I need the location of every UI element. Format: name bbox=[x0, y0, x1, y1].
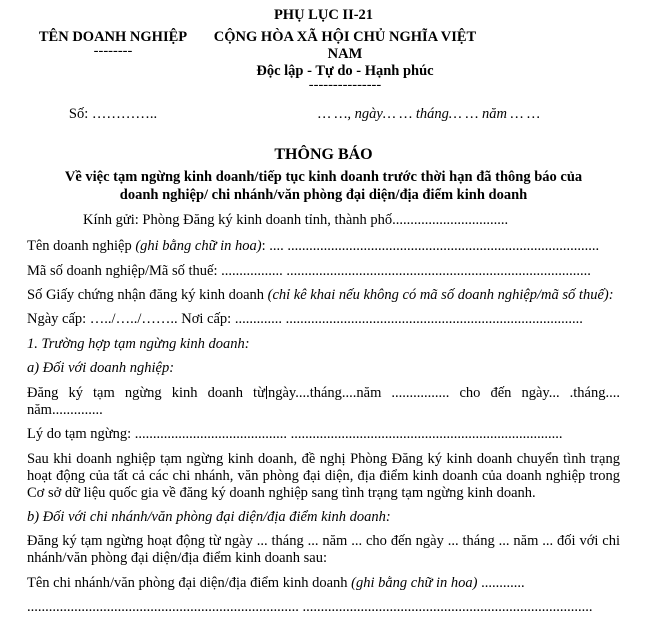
tax-code-label: Mã số doanh nghiệp/Mã số thuế: bbox=[27, 262, 222, 279]
reason-line bbox=[27, 426, 620, 443]
doc-number-field[interactable]: Số: ………….. bbox=[68, 105, 158, 122]
company-name-fill[interactable]: : .... ...................................................................................... bbox=[261, 238, 600, 255]
section-1-heading: 1. Trường hợp tạm ngừng kinh doanh: bbox=[27, 335, 250, 352]
text-cursor bbox=[266, 386, 267, 399]
recipient-label: Kính gửi: Phòng Đăng ký kinh doanh tỉnh, thành phố bbox=[83, 212, 393, 229]
branch-suspend-line[interactable]: Đăng ký tạm ngừng hoạt động từ ngày ... tháng ... năm ... cho đến ngày ... tháng ... năm ... đối với chi nhánh/văn phòng đại diện/địa điểm kinh doanh sau: bbox=[27, 533, 620, 567]
branch-name-label: Tên chi nhánh/văn phòng đại diện/địa điểm kinh doanh bbox=[27, 574, 352, 591]
branch-name-fill[interactable]: ............ bbox=[477, 574, 525, 591]
national-title: CỘNG HÒA XÃ HỘI CHỦ NGHĨA VIỆT NAM bbox=[213, 28, 477, 62]
appendix-label: PHỤ LỤC II-21 bbox=[273, 7, 374, 23]
suspend-period-before: Đăng ký tạm ngừng kinh doanh từ bbox=[27, 384, 265, 401]
trailing-dots-fill[interactable]: ........................................................................... ................................................................................ bbox=[27, 599, 593, 616]
after-suspension-paragraph: Sau khi doanh nghiệp tạm ngừng kinh doanh, đề nghị Phòng Đăng ký kinh doanh chuyển tình trạng hoạt động của tất cả các chi nhánh, văn phòng đại diện, địa điểm kinh doanh của doanh nghiệp trong Cơ sở dữ liệu quốc gia về đăng ký doanh nghiệp sang tình trạng tạm ngừng kinh doanh. bbox=[27, 450, 620, 501]
recipient-fill[interactable]: ................................ bbox=[392, 212, 509, 229]
issue-label[interactable]: Ngày cấp: …../…../…….. Nơi cấp: bbox=[27, 311, 235, 328]
recipient-line bbox=[83, 212, 620, 229]
branch-name-note: (ghi bằng chữ in hoa) bbox=[351, 574, 478, 591]
number-date-row bbox=[27, 106, 620, 123]
brc-note: (chỉ kê khai nếu không có mã số doanh nghiệp/mã số thuế): bbox=[267, 287, 614, 303]
section-1a-heading: a) Đối với doanh nghiệp: bbox=[27, 360, 175, 377]
motto-divider: --------------- bbox=[308, 76, 382, 93]
tax-code-fill[interactable]: ................. .................................................................................... bbox=[221, 262, 591, 279]
reason-label: Lý do tạm ngừng: bbox=[27, 426, 135, 443]
org-divider: -------- bbox=[93, 42, 133, 59]
brc-label: Số Giấy chứng nhận đăng ký kinh doanh bbox=[27, 287, 268, 303]
header-left-column bbox=[27, 29, 199, 91]
header-right-column bbox=[199, 29, 491, 91]
brc-line bbox=[27, 287, 620, 304]
date-line-field[interactable]: … …, ngày… … tháng… … năm … … bbox=[318, 105, 540, 122]
company-name-note: (ghi bằng chữ in hoa) bbox=[135, 238, 262, 255]
tax-code-line bbox=[27, 263, 620, 280]
doc-subject: Về việc tạm ngừng kinh doanh/tiếp tục kinh doanh trước thời hạn đã thông báo của doanh nghiệp/ chi nhánh/văn phòng đại diện/địa điểm kinh doanh bbox=[64, 169, 583, 203]
suspend-period-fill[interactable]: ngày....tháng....năm ................ cho đến ngày... .tháng.... năm.............. bbox=[27, 384, 620, 418]
document-header bbox=[27, 29, 620, 91]
company-name-line bbox=[27, 238, 620, 255]
national-motto: Độc lập - Tự do - Hạnh phúc bbox=[256, 62, 434, 79]
suspend-period-line[interactable] bbox=[27, 385, 620, 419]
company-name-label: Tên doanh nghiệp bbox=[27, 238, 136, 255]
reason-fill[interactable]: .......................................... ........................................................................... bbox=[134, 426, 563, 443]
doc-title: THÔNG BÁO bbox=[274, 145, 373, 163]
branch-name-line bbox=[27, 575, 620, 592]
issue-place-fill[interactable]: ............. .................................................................................. bbox=[234, 311, 583, 328]
section-1b-heading: b) Đối với chi nhánh/văn phòng đại diện/địa điểm kinh doanh: bbox=[27, 509, 391, 526]
trailing-dots-line bbox=[27, 599, 620, 616]
org-name: TÊN DOANH NGHIỆP bbox=[38, 28, 188, 45]
issue-line bbox=[27, 311, 620, 328]
